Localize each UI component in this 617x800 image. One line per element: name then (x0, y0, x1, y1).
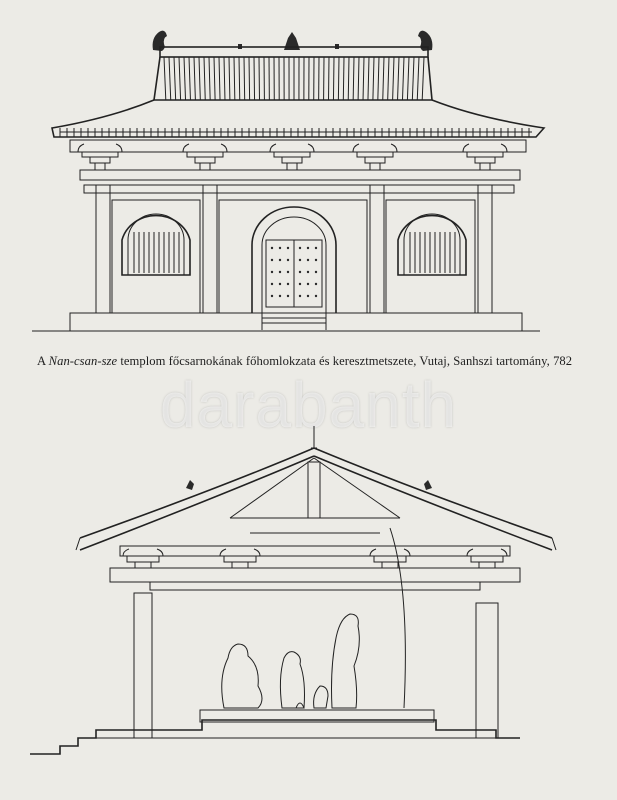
window-left (122, 214, 190, 275)
base-steps (30, 720, 520, 754)
stone-platform (70, 313, 522, 331)
buddha-statues (200, 528, 434, 722)
roof-rafters (76, 448, 556, 550)
watermark: darabanth (159, 369, 458, 441)
column-left (134, 593, 152, 738)
cross-section-drawing (0, 418, 617, 800)
caption-text: templom főcsarnokának főhomlokzata és keresztmetszete, Vutaj, Sanhszi tartomány, 782 (117, 354, 573, 368)
caption-temple-name: Nan-csan-sze (48, 354, 118, 368)
roof-tiles (154, 57, 432, 100)
column-right (476, 603, 498, 738)
window-right (398, 214, 466, 275)
caption-prefix: A (37, 354, 49, 368)
front-elevation-drawing (0, 0, 617, 345)
main-door (252, 207, 336, 313)
ridge-ornament-right (418, 31, 432, 51)
figure-caption (37, 352, 582, 371)
